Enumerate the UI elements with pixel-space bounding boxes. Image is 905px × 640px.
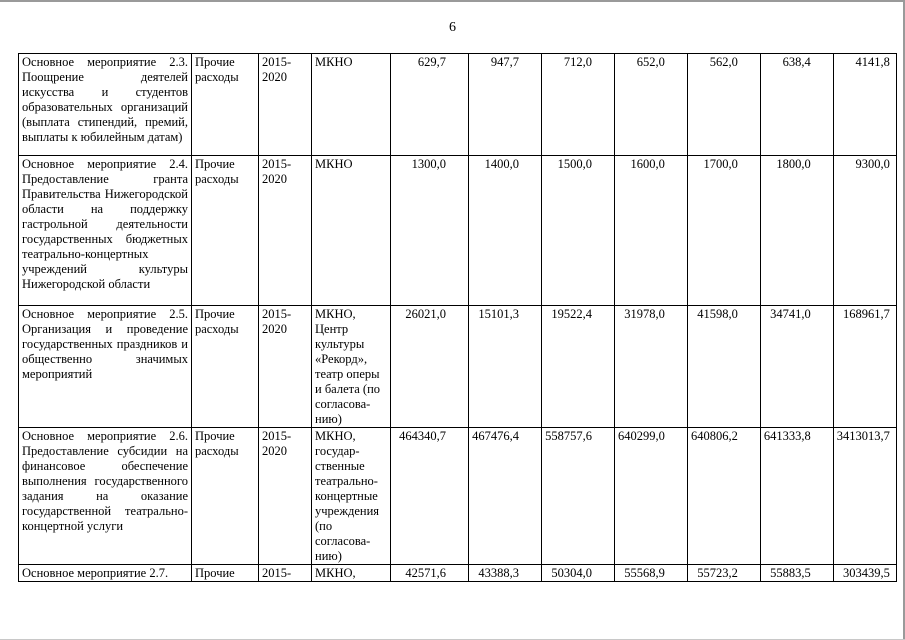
activity-description: Основное мероприятие 2.6. Предоставление субсидии на финансовое обеспечение выполнения государственного задания на оказание государственной театрально-концертной услуги [19, 428, 192, 565]
value-cell: 42571,6 [391, 565, 469, 582]
total-cell: 303439,5 [833, 565, 896, 582]
total-cell: 3413013,7 [833, 428, 896, 565]
value-cell: 640299,0 [615, 428, 688, 565]
value-cell: 641333,8 [760, 428, 833, 565]
period: 2015-2020 [259, 54, 312, 156]
value-cell: 947,7 [469, 54, 542, 156]
value-cell: 464340,7 [391, 428, 469, 565]
value-cell: 15101,3 [469, 306, 542, 428]
value-cell: 1500,0 [542, 156, 615, 306]
value-cell: 43388,3 [469, 565, 542, 582]
value-cell: 55723,2 [687, 565, 760, 582]
activity-description: Основное мероприятие 2.7. [19, 565, 192, 582]
activity-description: Основное мероприятие 2.5. Организация и проведение государственных праздников и общественно значимых мероприятий [19, 306, 192, 428]
value-cell: 55568,9 [615, 565, 688, 582]
expense-type: Прочие расходы [192, 54, 259, 156]
value-cell: 1700,0 [687, 156, 760, 306]
expense-type: Прочие расходы [192, 428, 259, 565]
executor: МКНО [312, 54, 391, 156]
activity-description: Основное мероприятие 2.3. Поощрение деятелей искусства и студентов образовательных организаций (выплата стипендий, премий, выплаты к юбилейным датам) [19, 54, 192, 156]
table-row [19, 54, 897, 156]
expense-type: Прочие расходы [192, 156, 259, 306]
table-row [19, 156, 897, 306]
value-cell: 34741,0 [760, 306, 833, 428]
value-cell: 640806,2 [687, 428, 760, 565]
value-cell: 558757,6 [542, 428, 615, 565]
value-cell: 1300,0 [391, 156, 469, 306]
total-cell: 168961,7 [833, 306, 896, 428]
value-cell: 712,0 [542, 54, 615, 156]
executor: МКНО [312, 156, 391, 306]
value-cell: 19522,4 [542, 306, 615, 428]
value-cell: 55883,5 [760, 565, 833, 582]
period: 2015-2020 [259, 306, 312, 428]
value-cell: 1400,0 [469, 156, 542, 306]
value-cell: 31978,0 [615, 306, 688, 428]
value-cell: 50304,0 [542, 565, 615, 582]
program-activities-table [18, 53, 897, 582]
period: 2015-2020 [259, 428, 312, 565]
activity-description: Основное мероприятие 2.4. Предоставление гранта Правительства Нижегородской области на поддержку гастрольной деятельности государственных бюджетных театрально-концертных учреждений культуры Нижегородской области [19, 156, 192, 306]
value-cell: 629,7 [391, 54, 469, 156]
value-cell: 26021,0 [391, 306, 469, 428]
value-cell: 1600,0 [615, 156, 688, 306]
table-row [19, 428, 897, 565]
period: 2015- [259, 565, 312, 582]
value-cell: 41598,0 [687, 306, 760, 428]
executor: МКНО, [312, 565, 391, 582]
page-number: 6 [449, 20, 456, 35]
expense-type: Прочие [192, 565, 259, 582]
total-cell: 9300,0 [833, 156, 896, 306]
expense-type: Прочие расходы [192, 306, 259, 428]
executor: МКНО, государ-ственные театрально-концертные учреждения (по согласова-нию) [312, 428, 391, 565]
period: 2015-2020 [259, 156, 312, 306]
executor: МКНО, Центр культуры «Рекорд», театр оперы и балета (по согласова-нию) [312, 306, 391, 428]
scan-top-edge [0, 0, 905, 2]
table-row [19, 565, 897, 582]
value-cell: 562,0 [687, 54, 760, 156]
value-cell: 638,4 [760, 54, 833, 156]
total-cell: 4141,8 [833, 54, 896, 156]
value-cell: 652,0 [615, 54, 688, 156]
value-cell: 1800,0 [760, 156, 833, 306]
value-cell: 467476,4 [469, 428, 542, 565]
table-row [19, 306, 897, 428]
